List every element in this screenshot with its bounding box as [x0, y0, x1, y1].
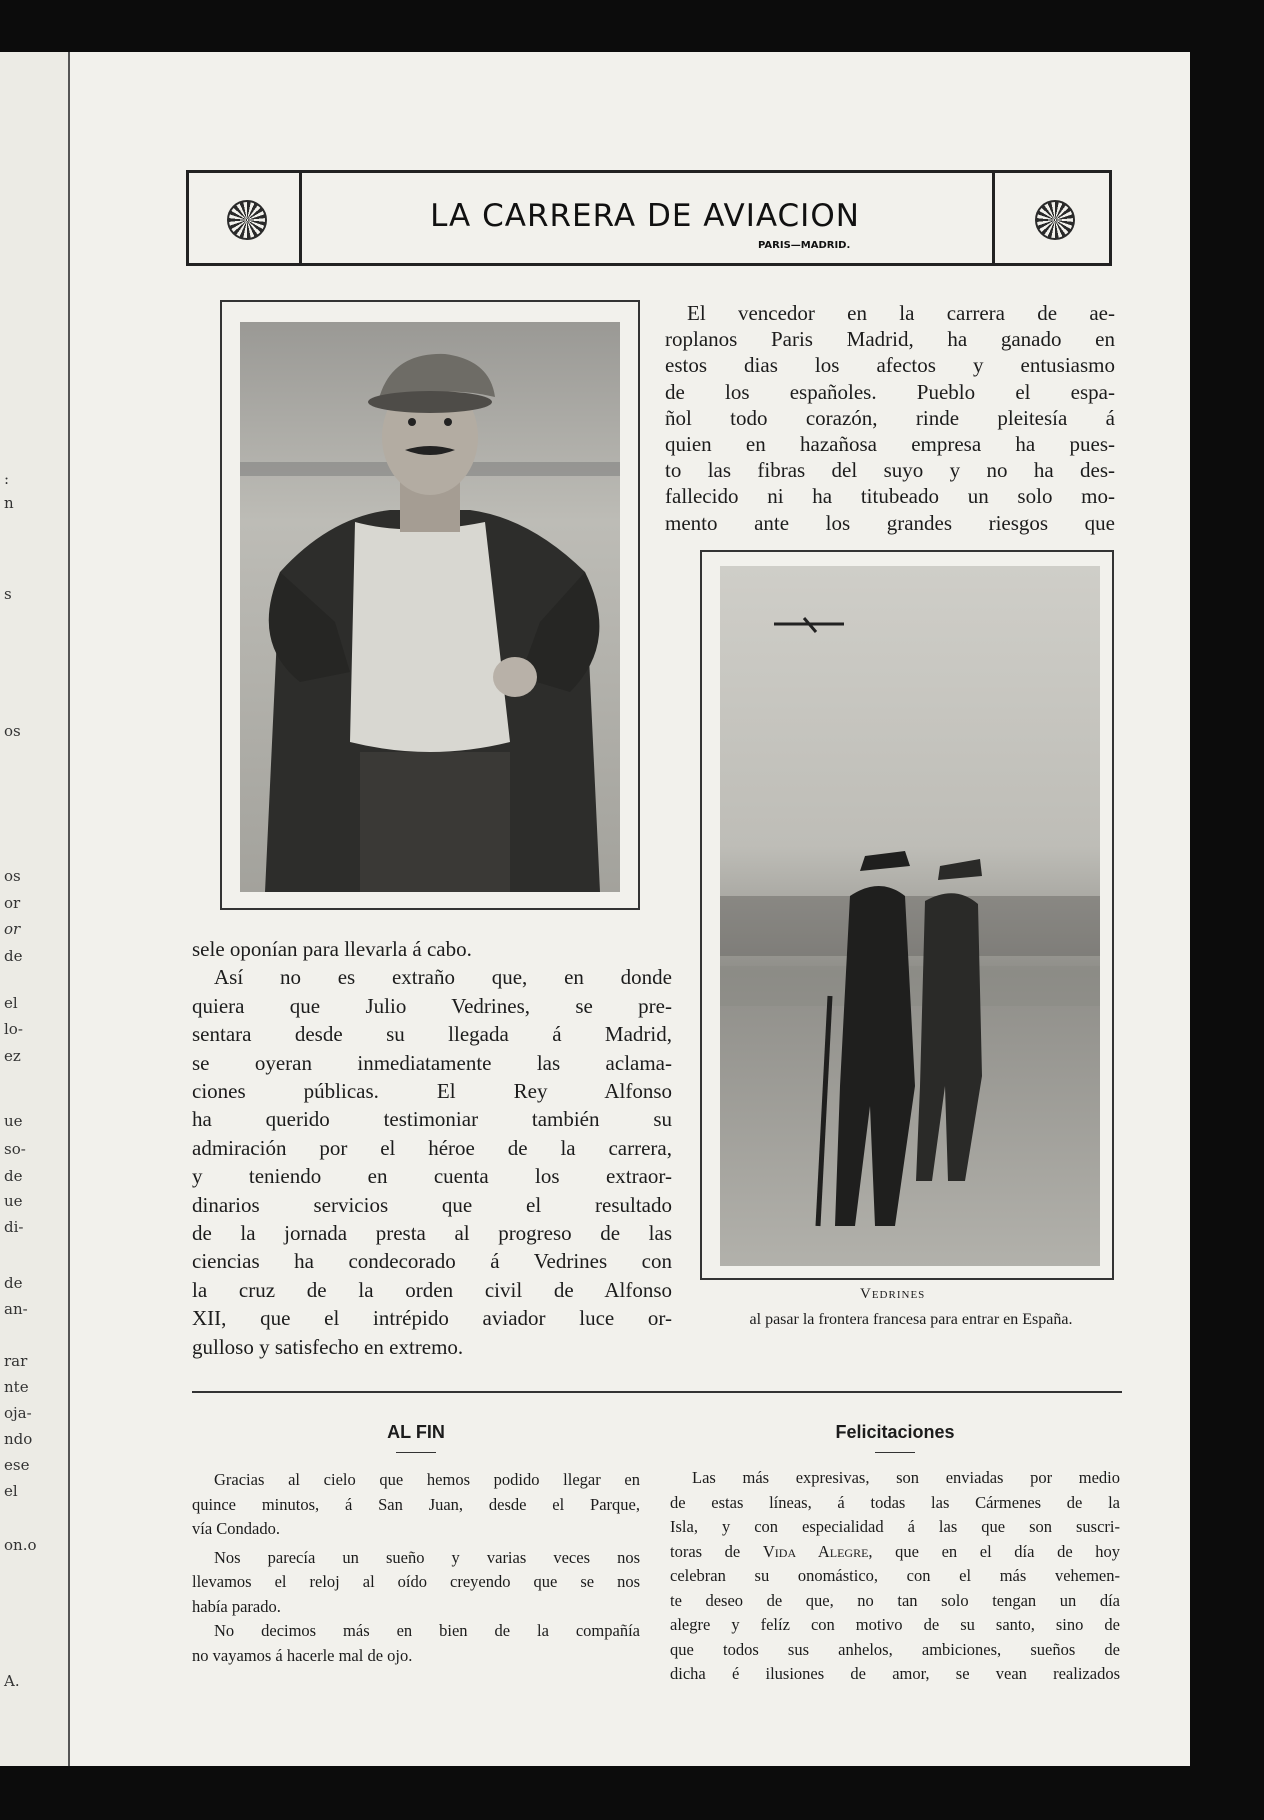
al-fin-line: había parado. [192, 1596, 281, 1616]
facing-fragment: s [4, 585, 12, 603]
facing-fragment: rar [4, 1352, 28, 1370]
al-fin-body [192, 1468, 640, 1668]
facing-fragment: de [4, 947, 23, 965]
felicitaciones-fragment: , que en el día de hoy [868, 1541, 1120, 1561]
felicitaciones-line: de estas líneas, á todas las Cármenes de la [670, 1492, 1120, 1512]
article-line: roplanos Paris Madrid, ha ganado en [665, 327, 1115, 352]
article-line: quiera que Julio Vedrines, se pre- [192, 993, 672, 1018]
rosette-icon [227, 200, 267, 240]
article-line: quien en hazañosa empresa ha pues- [665, 432, 1115, 457]
article-line: la cruz de la orden civil de Alfonso [192, 1277, 672, 1302]
airfield-photo-art [720, 566, 1100, 1266]
article-line: de los españoles. Pueblo el espa- [665, 379, 1115, 404]
facing-fragment: ese [4, 1456, 30, 1474]
article-line: de la jornada presta al progreso de las [192, 1221, 672, 1246]
facing-fragment: ndo [4, 1430, 33, 1448]
section-divider [192, 1391, 1122, 1393]
article-line: y teniendo en cuenta los extraor- [192, 1164, 672, 1189]
al-fin-line: No decimos más en bien de la compañía [214, 1621, 640, 1640]
airfield-photo [720, 566, 1100, 1266]
page-title: LA CARRERA DE AVIACION [430, 198, 860, 234]
article-line: XII, que el intrépido aviador luce or- [192, 1306, 672, 1331]
portrait-photo [240, 322, 620, 892]
felicitaciones-line: que todos sus anhelos, ambiciones, sueños de [670, 1639, 1120, 1659]
header-left-box [186, 170, 302, 266]
header-right-box [992, 170, 1112, 266]
facing-fragment: os [4, 722, 21, 740]
article-line: sentara desde su llegada á Madrid, [192, 1022, 672, 1047]
article-intro [665, 300, 1115, 536]
article-line: ciones públicas. El Rey Alfonso [192, 1079, 672, 1104]
article-line: se oyeran inmediatamente las aclama- [192, 1050, 672, 1075]
facing-fragment: ue [4, 1112, 23, 1130]
facing-fragment: an- [4, 1300, 28, 1318]
al-fin-line: no vayamos á hacerle mal de ojo. [192, 1645, 413, 1665]
felicitaciones-title: Felicitaciones [835, 1422, 955, 1442]
al-fin-line: quince minutos, á San Juan, desde el Parque, [192, 1494, 640, 1514]
facing-fragment: os [4, 867, 21, 885]
article-line: admiración por el héroe de la carrera, [192, 1135, 672, 1160]
al-fin-line: llevamos el reloj al oído creyendo que se nos [192, 1572, 640, 1591]
facing-fragment: de [4, 1274, 23, 1292]
felicitaciones-line: te deseo de que, no tan solo tengan un día [670, 1590, 1120, 1610]
facing-page-strip [0, 52, 70, 1766]
facing-fragment: oja- [4, 1404, 32, 1422]
facing-fragment: : [4, 470, 10, 488]
article-line: dinarios servicios que el resultado [192, 1192, 672, 1217]
al-fin-line: Gracias al cielo que hemos podido llegar en [214, 1470, 640, 1489]
article-line: ha querido testimoniar también su [192, 1107, 672, 1132]
article-line: mento ante los grandes riesgos que [665, 510, 1115, 535]
page-subtitle: PARIS—MADRID. [758, 240, 851, 251]
caption-text: al pasar la frontera francesa para entrar en España. [749, 1311, 1073, 1328]
facing-fragment: n [4, 494, 14, 512]
facing-fragment: nte [4, 1378, 29, 1396]
felicitaciones-body [670, 1466, 1120, 1687]
article-line: gulloso y satisfecho en extremo. [192, 1334, 464, 1359]
al-fin-line: vía Condado. [192, 1519, 280, 1538]
felicitaciones-fragment: toras de [670, 1541, 741, 1561]
facing-fragment: lo- [4, 1020, 23, 1038]
rosette-icon [1035, 200, 1075, 240]
airfield-frame [700, 550, 1114, 1280]
portrait-frame [220, 300, 640, 910]
magazine-name: Vida Alegre [762, 1541, 869, 1561]
article-line: ciencias ha condecorado á Vedrines con [192, 1249, 672, 1274]
article-line: El vencedor en la carrera de ae- [687, 301, 1115, 325]
facing-fragment: el [4, 994, 18, 1012]
facing-fragment: or [4, 894, 21, 912]
article-line: Así no es extraño que, en donde [214, 965, 672, 990]
facing-fragment: di- [4, 1218, 24, 1236]
caption-name: Vedrines [860, 1286, 926, 1302]
felicitaciones-line: Las más expresivas, son enviadas por medio [692, 1468, 1120, 1487]
felicitaciones-line: celebran su onomástico, con el más vehemen- [670, 1566, 1120, 1585]
article-line: ñol todo corazón, rinde pleitesía á [665, 405, 1115, 430]
portrait-photo-art [240, 322, 620, 892]
al-fin-line: Nos parecía un sueño y varias veces nos [214, 1547, 640, 1567]
felicitaciones-line [670, 1540, 1120, 1565]
article-line: to las fibras del suyo y no ha des- [665, 458, 1115, 483]
al-fin-title: AL FIN [387, 1422, 445, 1442]
felicitaciones-line: alegre y felíz con motivo de su santo, sino de [670, 1615, 1120, 1634]
article-line: sele oponían para llevarla á cabo. [192, 937, 472, 961]
felicitaciones-line: dicha é ilusiones de amor, se vean realizados [670, 1664, 1120, 1683]
felicitaciones-line: Isla, y con especialidad á las que son suscri- [670, 1517, 1120, 1536]
facing-fragment: ez [4, 1047, 21, 1065]
facing-fragment: so- [4, 1140, 26, 1158]
article-line: fallecido ni ha titubeado un solo mo- [665, 484, 1115, 509]
facing-fragment: A. [4, 1672, 20, 1690]
al-fin-rule [396, 1452, 436, 1453]
facing-fragment: ue [4, 1192, 23, 1210]
facing-fragment: de [4, 1167, 23, 1185]
article-body [192, 935, 672, 1361]
facing-fragment: on.o [4, 1536, 37, 1554]
facing-fragment: or [4, 920, 21, 938]
article-line: estos dias los afectos y entusiasmo [665, 353, 1115, 378]
felicitaciones-rule [875, 1452, 915, 1453]
facing-fragment: el [4, 1482, 18, 1500]
